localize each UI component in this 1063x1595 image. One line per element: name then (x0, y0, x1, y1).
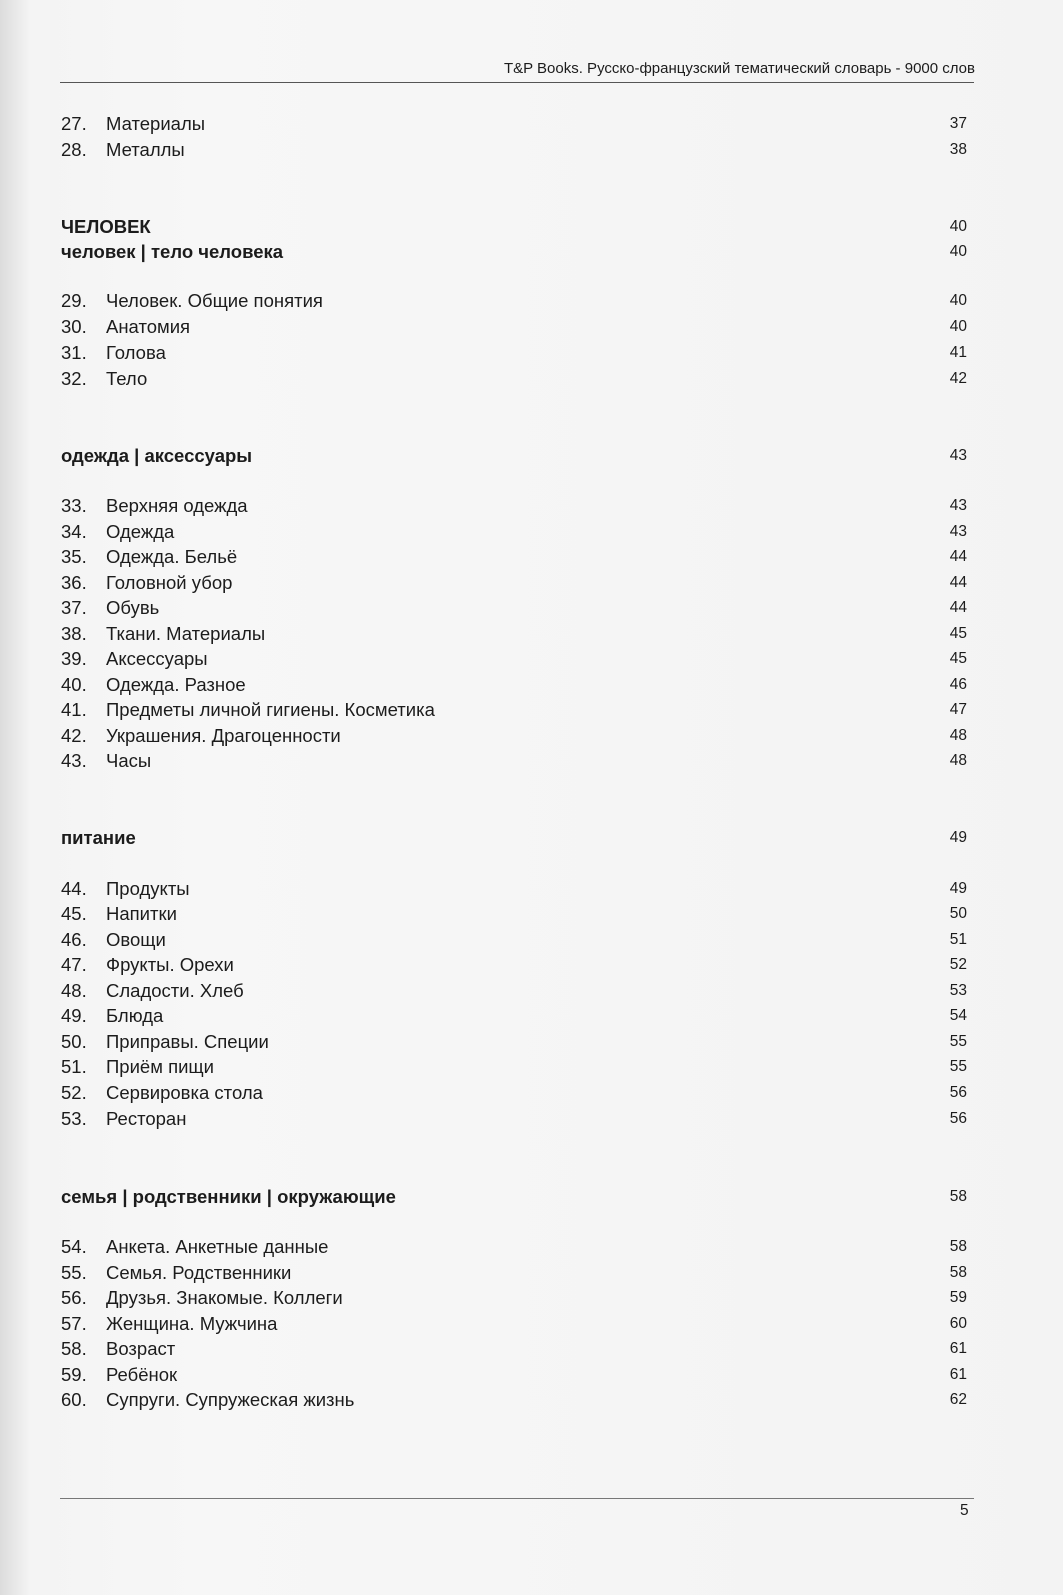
entry-number: 40. (61, 674, 87, 695)
entry-title: ЧЕЛОВЕК (61, 216, 151, 237)
entry-title: Одежда. Бельё (106, 546, 238, 567)
toc-entry (61, 724, 967, 748)
toc-entry (61, 341, 967, 365)
entry-title: Друзья. Знакомые. Коллеги (106, 1287, 343, 1308)
toc-entry (61, 1312, 967, 1336)
entry-title: одежда | аксессуары (61, 445, 253, 466)
entry-title: Обувь (106, 597, 160, 618)
entry-page-number: 61 (949, 1366, 967, 1383)
toc-section-heading (61, 443, 967, 469)
entry-number: 38. (61, 623, 87, 644)
entry-page-number: 41 (949, 344, 967, 361)
entry-page-number: 50 (949, 905, 967, 922)
entry-number: 46. (61, 929, 87, 950)
entry-title: Одежда. Разное (106, 674, 246, 695)
entry-page-number: 49 (949, 829, 967, 846)
toc-entry (61, 545, 967, 569)
entry-number: 52. (61, 1082, 87, 1103)
toc-entry (61, 749, 967, 773)
entry-title: Тело (106, 368, 148, 389)
entry-page-number: 40 (949, 318, 967, 335)
footer-rule (60, 1498, 974, 1499)
entry-page-number: 47 (949, 701, 967, 718)
entry-title: Блюда (106, 1005, 164, 1026)
entry-page-number: 55 (949, 1058, 967, 1075)
entry-number: 37. (61, 597, 87, 618)
toc-entry (61, 1081, 967, 1105)
toc-entry (61, 673, 967, 697)
entry-number: 43. (61, 750, 87, 771)
entry-page-number: 37 (949, 115, 967, 132)
entry-title: Приправы. Специи (106, 1031, 269, 1052)
entry-page-number: 45 (949, 650, 967, 667)
entry-number: 39. (61, 648, 87, 669)
entry-number: 28. (61, 139, 87, 160)
toc-entry (61, 367, 967, 391)
entry-number: 60. (61, 1389, 87, 1410)
entry-title: Супруги. Супружеская жизнь (106, 1389, 355, 1410)
toc-section-heading (61, 1184, 967, 1210)
toc-entry (61, 571, 967, 595)
toc-entry (61, 520, 967, 544)
entry-page-number: 43 (949, 523, 967, 540)
entry-page-number: 60 (949, 1315, 967, 1332)
entry-title: Предметы личной гигиены. Косметика (106, 699, 435, 720)
toc-entry (61, 315, 967, 339)
toc-entry (61, 1363, 967, 1387)
entry-page-number: 59 (949, 1289, 967, 1306)
running-header: T&P Books. Русско-французский тематический словарь - 9000 слов (503, 60, 975, 77)
entry-title: Семья. Родственники (106, 1262, 292, 1283)
entry-page-number: 42 (949, 370, 967, 387)
entry-page-number: 43 (949, 447, 967, 464)
entry-number: 32. (61, 368, 87, 389)
entry-title: семья | родственники | окружающие (61, 1186, 396, 1207)
entry-page-number: 51 (949, 931, 967, 948)
toc-entry (61, 1337, 967, 1361)
entry-number: 59. (61, 1364, 87, 1385)
entry-number: 51. (61, 1056, 87, 1077)
toc-entry (61, 877, 967, 901)
entry-page-number: 38 (949, 141, 967, 158)
entry-number: 53. (61, 1108, 87, 1129)
entry-title: Фрукты. Орехи (106, 954, 234, 975)
entry-page-number: 58 (949, 1238, 967, 1255)
entry-title: Украшения. Драгоценности (106, 725, 341, 746)
entry-number: 35. (61, 546, 87, 567)
toc-entry (61, 138, 967, 162)
entry-title: Продукты (106, 878, 190, 899)
toc-section-heading (61, 239, 967, 265)
page-number: 5 (960, 1502, 969, 1519)
toc-entry (61, 1055, 967, 1079)
entry-title: питание (61, 827, 136, 848)
entry-title: Ребёнок (106, 1364, 178, 1385)
entry-title: Одежда (106, 521, 175, 542)
entry-page-number: 61 (949, 1340, 967, 1357)
toc-entry (61, 1235, 967, 1259)
entry-title: Ткани. Материалы (106, 623, 266, 644)
entry-page-number: 52 (949, 956, 967, 973)
entry-title: Овощи (106, 929, 166, 950)
entry-number: 50. (61, 1031, 87, 1052)
entry-title: Материалы (106, 113, 206, 134)
entry-number: 41. (61, 699, 87, 720)
entry-number: 42. (61, 725, 87, 746)
entry-number: 44. (61, 878, 87, 899)
entry-number: 56. (61, 1287, 87, 1308)
toc-entry (61, 494, 967, 518)
entry-page-number: 62 (949, 1391, 967, 1408)
entry-number: 58. (61, 1338, 87, 1359)
entry-title: Женщина. Мужчина (106, 1313, 278, 1334)
toc-section-heading (61, 214, 967, 240)
entry-page-number: 44 (949, 574, 967, 591)
entry-page-number: 44 (949, 548, 967, 565)
entry-number: 57. (61, 1313, 87, 1334)
toc-entry (61, 1286, 967, 1310)
toc-entry (61, 1107, 967, 1131)
entry-page-number: 40 (949, 292, 967, 309)
entry-title: Возраст (106, 1338, 176, 1359)
entry-page-number: 48 (949, 752, 967, 769)
toc-entry (61, 979, 967, 1003)
entry-number: 48. (61, 980, 87, 1001)
toc-entry (61, 1261, 967, 1285)
entry-title: Приём пищи (106, 1056, 214, 1077)
entry-page-number: 53 (949, 982, 967, 999)
entry-page-number: 55 (949, 1033, 967, 1050)
toc-entry (61, 1388, 967, 1412)
entry-page-number: 49 (949, 880, 967, 897)
toc-section-heading (61, 825, 967, 851)
entry-title: Сервировка стола (106, 1082, 263, 1103)
entry-page-number: 48 (949, 727, 967, 744)
entry-title: Головной убор (106, 572, 233, 593)
entry-title: Напитки (106, 903, 177, 924)
entry-number: 30. (61, 316, 87, 337)
toc-entry (61, 596, 967, 620)
entry-title: Ресторан (106, 1108, 187, 1129)
entry-number: 33. (61, 495, 87, 516)
toc-entry (61, 1004, 967, 1028)
entry-page-number: 58 (949, 1264, 967, 1281)
entry-number: 45. (61, 903, 87, 924)
entry-page-number: 58 (949, 1188, 967, 1205)
entry-page-number: 40 (949, 243, 967, 260)
entry-page-number: 40 (949, 218, 967, 235)
entry-page-number: 56 (949, 1084, 967, 1101)
entry-page-number: 54 (949, 1007, 967, 1024)
entry-title: Верхняя одежда (106, 495, 248, 516)
entry-title: Аксессуары (106, 648, 208, 669)
entry-number: 31. (61, 342, 87, 363)
entry-title: Сладости. Хлеб (106, 980, 244, 1001)
entry-title: Анатомия (106, 316, 191, 337)
entry-page-number: 46 (949, 676, 967, 693)
entry-number: 47. (61, 954, 87, 975)
toc-entry (61, 698, 967, 722)
toc-entry (61, 1030, 967, 1054)
entry-page-number: 44 (949, 599, 967, 616)
entry-number: 54. (61, 1236, 87, 1257)
entry-page-number: 43 (949, 497, 967, 514)
entry-page-number: 56 (949, 1110, 967, 1127)
entry-number: 34. (61, 521, 87, 542)
entry-title: Металлы (106, 139, 185, 160)
entry-number: 29. (61, 290, 87, 311)
toc-entry (61, 953, 967, 977)
entry-page-number: 45 (949, 625, 967, 642)
toc-entry (61, 112, 967, 136)
toc-entry (61, 928, 967, 952)
entry-number: 36. (61, 572, 87, 593)
toc-entry (61, 902, 967, 926)
toc-entry (61, 622, 967, 646)
toc-entry (61, 289, 967, 313)
entry-title: Голова (106, 342, 166, 363)
entry-title: Анкета. Анкетные данные (106, 1236, 329, 1257)
entry-number: 27. (61, 113, 87, 134)
entry-title: человек | тело человека (61, 241, 284, 262)
entry-number: 49. (61, 1005, 87, 1026)
entry-number: 55. (61, 1262, 87, 1283)
toc-entry (61, 647, 967, 671)
entry-title: Человек. Общие понятия (106, 290, 323, 311)
entry-title: Часы (106, 750, 152, 771)
header-rule (60, 82, 974, 83)
